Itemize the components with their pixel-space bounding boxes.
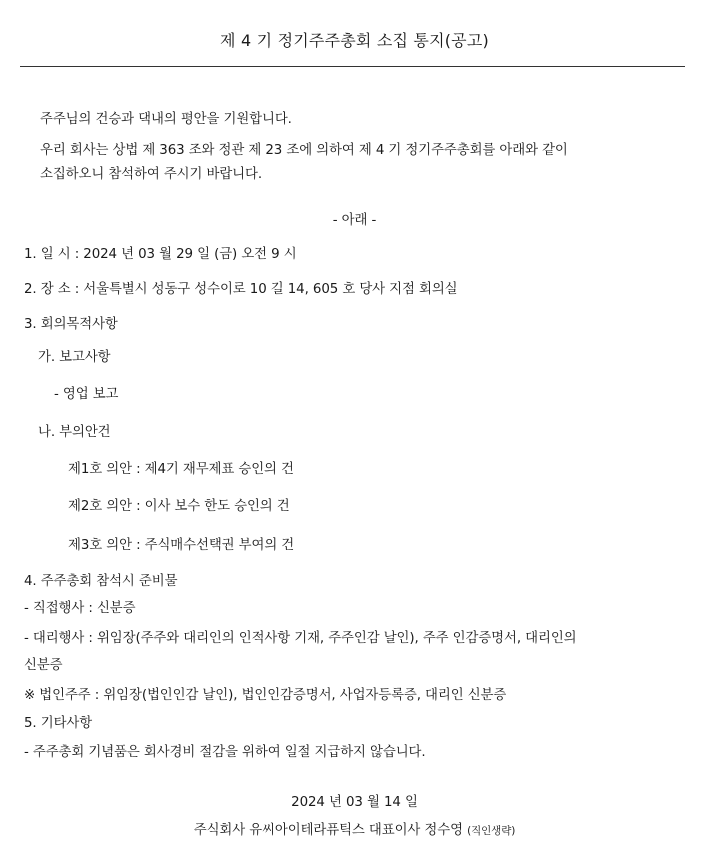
intro-line-2: 소집하오니 참석하여 주시기 바랍니다. bbox=[40, 167, 262, 182]
report-matters-heading: 가. 보고사항 bbox=[38, 350, 111, 365]
seal-omitted-note: (직인생략) bbox=[467, 825, 516, 837]
below-heading: - 아래 - bbox=[332, 213, 377, 228]
proxy-attendance-line-1: - 대리행사 : 위임장(주주와 대리인의 인적사항 기재, 주주인감 날인), 주주 인감증명서, 대리인의 bbox=[24, 631, 577, 646]
item-meeting-purpose: 3. 회의목적사항 bbox=[24, 317, 118, 332]
corporate-shareholder-note: ※ 법인주주 : 위임장(법인인감 날인), 법인인감증명서, 사업자등록증, 대리인 신분증 bbox=[24, 688, 507, 703]
signature-line bbox=[0, 822, 709, 840]
item-preparation: 4. 주주총회 참석시 준비물 bbox=[24, 574, 178, 589]
intro-line-1: 우리 회사는 상법 제 363 조와 정관 제 23 조에 의하여 제 4 기 정기주주총회를 아래와 같이 bbox=[40, 143, 568, 158]
agenda-heading: 나. 부의안건 bbox=[38, 425, 111, 440]
title-divider bbox=[20, 66, 685, 67]
item-date-time: 1. 일 시 : 2024 년 03 월 29 일 (금) 오전 9 시 bbox=[24, 247, 297, 262]
greeting-text: 주주님의 건승과 댁내의 평안을 기원합니다. bbox=[40, 112, 292, 127]
notice-date: 2024 년 03 월 14 일 bbox=[291, 795, 418, 810]
direct-attendance-note: - 직접행사 : 신분증 bbox=[24, 601, 136, 616]
agenda-item-1: 제1호 의안 : 제4기 재무제표 승인의 건 bbox=[68, 462, 294, 477]
souvenir-note: - 주주총회 기념품은 회사경비 절감을 위하여 일절 지급하지 않습니다. bbox=[24, 745, 426, 760]
item-location: 2. 장 소 : 서울특별시 성동구 성수이로 10 길 14, 605 호 당사 지점 회의실 bbox=[24, 282, 458, 297]
proxy-attendance-line-2: 신분증 bbox=[24, 658, 63, 673]
business-report-item: - 영업 보고 bbox=[54, 387, 119, 402]
signatory: 주식회사 유씨아이테라퓨틱스 대표이사 정수영 bbox=[193, 823, 463, 838]
agenda-item-3: 제3호 의안 : 주식매수선택권 부여의 건 bbox=[68, 538, 295, 553]
item-other: 5. 기타사항 bbox=[24, 716, 93, 731]
notice-title: 제 4 기 정기주주총회 소집 통지(공고) bbox=[220, 31, 489, 50]
agenda-item-2: 제2호 의안 : 이사 보수 한도 승인의 건 bbox=[68, 499, 290, 514]
